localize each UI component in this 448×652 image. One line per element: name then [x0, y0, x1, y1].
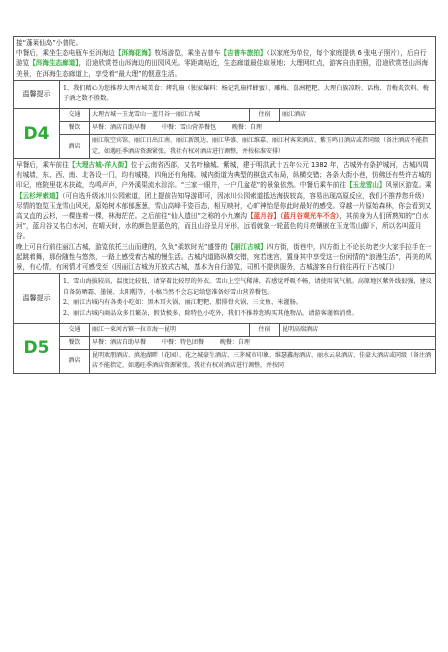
- meal-key-5: 餐饮: [60, 336, 90, 349]
- traffic-value: 大理古城一玉龙雪山一蓝月谷一丽江古城: [90, 109, 250, 122]
- main-segment: 【玉龙雪山】: [345, 181, 386, 190]
- main-segment: 风景区游览。乘: [385, 181, 432, 190]
- dinner: 晚餐：自理: [231, 124, 262, 131]
- main-segment: 早餐后，乘车前往: [16, 161, 69, 169]
- top-section: [14, 37, 436, 81]
- lunch-5: 中餐：特色团餐: [161, 338, 204, 346]
- day-label-5: D5: [14, 323, 60, 373]
- main-segment: 【大理古城-洋人街】: [68, 161, 131, 169]
- tips-section-2: [14, 274, 436, 323]
- day5-hotel-row: [14, 349, 436, 373]
- top-segment: ，沿途欣赏苍山洱海边的田园风光。零距离贴近，生态廊道最佳取景地；大理网红点，游客自由拍照，沿途欣赏苍山洱海美景，在洱海生态廊道上，享受着“最大理”的惬意生活。: [16, 59, 429, 78]
- stay-value-5: 昆明高端酒店: [280, 323, 436, 336]
- tip-item-mid: 2、丽江古城内有各类小吃如：黑木耳火锅、丽江粑粑、腊排骨火锅、三文鱼、米灌肠。: [63, 299, 303, 307]
- tips-text: 1、我们精心为您推荐大理古城美食：烤乳扇（独家爆料：杨记乳扇拌蜂蜜）、雕梅、喜洲粑粑、大理白族凉粉、话梅、青梅炙饮料、梅子酒之数不胜数。: [60, 80, 436, 108]
- day4-traffic-row: [14, 109, 436, 122]
- itinerary-table: [13, 36, 436, 374]
- main-segment: 晚上可自行前往丽江古城，游览依托三山而建的，久负“柔软时光”盛誉的: [16, 242, 228, 251]
- lunch: 中餐：雪山营养餐包: [161, 124, 216, 131]
- day4-meal-row: [14, 122, 436, 135]
- meal-value-5: [90, 336, 436, 349]
- day-label: D4: [14, 109, 60, 159]
- main-segment: 四方街，街巷中，四方街上不论长幼老少大家手拉手在一起跳着舞，那份随性与悠然，一路上感受着古城的慢生活。古城内道路纵横交错，宛若迷宫，置身其中享受这一份闲情的“浪漫生活”，再美的风景，有心情，有闲情才可感受至（因丽江古城为开放式古城，基本为自行游览，司机不提供服务，古城游客自行前往再行下古城门）: [16, 242, 432, 272]
- main-segment: （可自选升级冰川公园索道，团上提前告知导游即可，因冰川公园索道抵达海拔较高，容易出现高原反应，我们不推荐您升级）尽情的饱览玉龙雪山风光，原始树木郁郁葱葱，雪山高峰千姿百态，相互映衬，心旷神怡是你此时最好的感受。穿越一片原始森林，你会看到又高又直的云杉，一棵连着一棵，林海茫茫。之后前往“仙人遗田”之称的小九寨沟: [16, 191, 432, 221]
- top-segment: 【吉普车旅拍】: [220, 49, 267, 58]
- meal-key: 餐饮: [60, 122, 90, 135]
- breakfast-5: 早餐：酒店自助早餐: [92, 338, 147, 346]
- main-segment: 【蓝月谷】（蓝月谷观光车不含）: [247, 212, 340, 221]
- tips-section-1: [14, 80, 436, 108]
- traffic-value-5: 丽江一束河古镇一拉市海一昆明: [90, 323, 250, 336]
- stay-key: 住宿: [250, 109, 280, 122]
- meal-value: [90, 122, 436, 135]
- top-segment: 牧场游览，乘坐吉普车: [154, 49, 221, 58]
- tip-item-1: 1、雪山海拔较高，温度比较低，请穿着比较厚的外衣。雪山上空气稀薄，若感觉呼吸不畅，请使用氧气瓶。高原地区紫外线很强，建议自备防晒霜、墨镜、太阳帽等，小稿当然不会忘记给您准备好雪山营养餐包。: [63, 278, 432, 296]
- main-segment: 【丽江古城】: [227, 242, 267, 251]
- top-segment: （以家庭为单位，每个家庭提供 6 张电子照片），后自行游览: [16, 49, 427, 68]
- day5-traffic-row: [14, 323, 436, 336]
- stay-key-5: 住宿: [250, 323, 280, 336]
- top-segment: 中餐后，乘坐生态电瓶车至洱海边: [16, 49, 115, 58]
- tips-label-2: 温馨提示: [14, 274, 60, 323]
- hotel-value-5: 昆明欢朋酒店、滇池湖畔（花园）、花之城豪生酒店、三茅城市印象、维瑟鑫海酒店、丽水云泉酒店、佳豪大酒店或同级（备注酒店不能指定，如遇旺季酒店资源紧张，我社有权对酒店进行调整，并按同: [90, 349, 436, 373]
- breakfast: 早餐：酒店自助早餐: [92, 124, 147, 131]
- tips-label: 温馨提示: [14, 80, 60, 108]
- main-segment: 位于云南省西部，又名叶榆城、紫城，建于明洪武十五年公元 1382 年，古城外有条护城河，古城四周有城墙，东、西、南、北各设一门，均有城楼，四角还有角楼。城内街道为典型的棋盘式布局，纵横交错；各条大街小巷，仿佛还有些许古城的印记，庭院里花木扶疏，鸟鸣声声，户外溪渠流水淙淙。“三家一眼井，一户几盆花”的景象依然。中餐后乘车前往: [16, 161, 432, 190]
- traffic-key: 交通: [60, 109, 90, 122]
- tip-item-2: 2、丽江古城内商品众多且繁杂，假货极多，除特色小吃外，我们不推荐您购买其他物品，请游客谨慎消费。: [63, 310, 358, 318]
- top-segment: 【洱海生态廊道】: [29, 59, 79, 68]
- stay-value: 丽江酒店: [280, 109, 436, 122]
- day4-hotel-row: [14, 135, 436, 159]
- top-segment: 【洱海花海】: [114, 49, 155, 58]
- main-segment: ，其前身为人们所熟知的“白水河”，蓝月谷又名白水河，在晴天时，水的颜色是蓝色的，而且山谷呈月牙形，远看就象一轮蓝色的月亮镶嵌在玉龙雪山脚下，所以名叫蓝月谷。: [16, 212, 429, 241]
- tips-text-2: [60, 274, 436, 323]
- hotel-key: 酒店: [60, 135, 90, 159]
- main-segment: 【云杉坪索道】: [16, 191, 63, 200]
- top-paragraph: [14, 37, 436, 81]
- top-line: 接“蓬莱仙岛”小普陀。: [16, 39, 83, 47]
- traffic-key-5: 交通: [60, 323, 90, 336]
- main-paragraph: [14, 159, 436, 274]
- itinerary-document: [13, 36, 436, 374]
- top-body: [16, 48, 433, 79]
- hotel-key-5: 酒店: [60, 349, 90, 373]
- hotel-value: 丽江航空宾馆、丽江日出江南、丽江新凯达、丽江华盛、丽江维嘉、丽江村客来酒店、紫玉鸣日酒店或者同级（备注酒店不能指定，如遇旺季酒店资源紧张，我社有权对酒店进行调整，并按标准安排）: [90, 135, 436, 159]
- dinner-5: 晚餐：自理: [219, 338, 250, 346]
- day5-meal-row: [14, 336, 436, 349]
- main-section: [14, 159, 436, 274]
